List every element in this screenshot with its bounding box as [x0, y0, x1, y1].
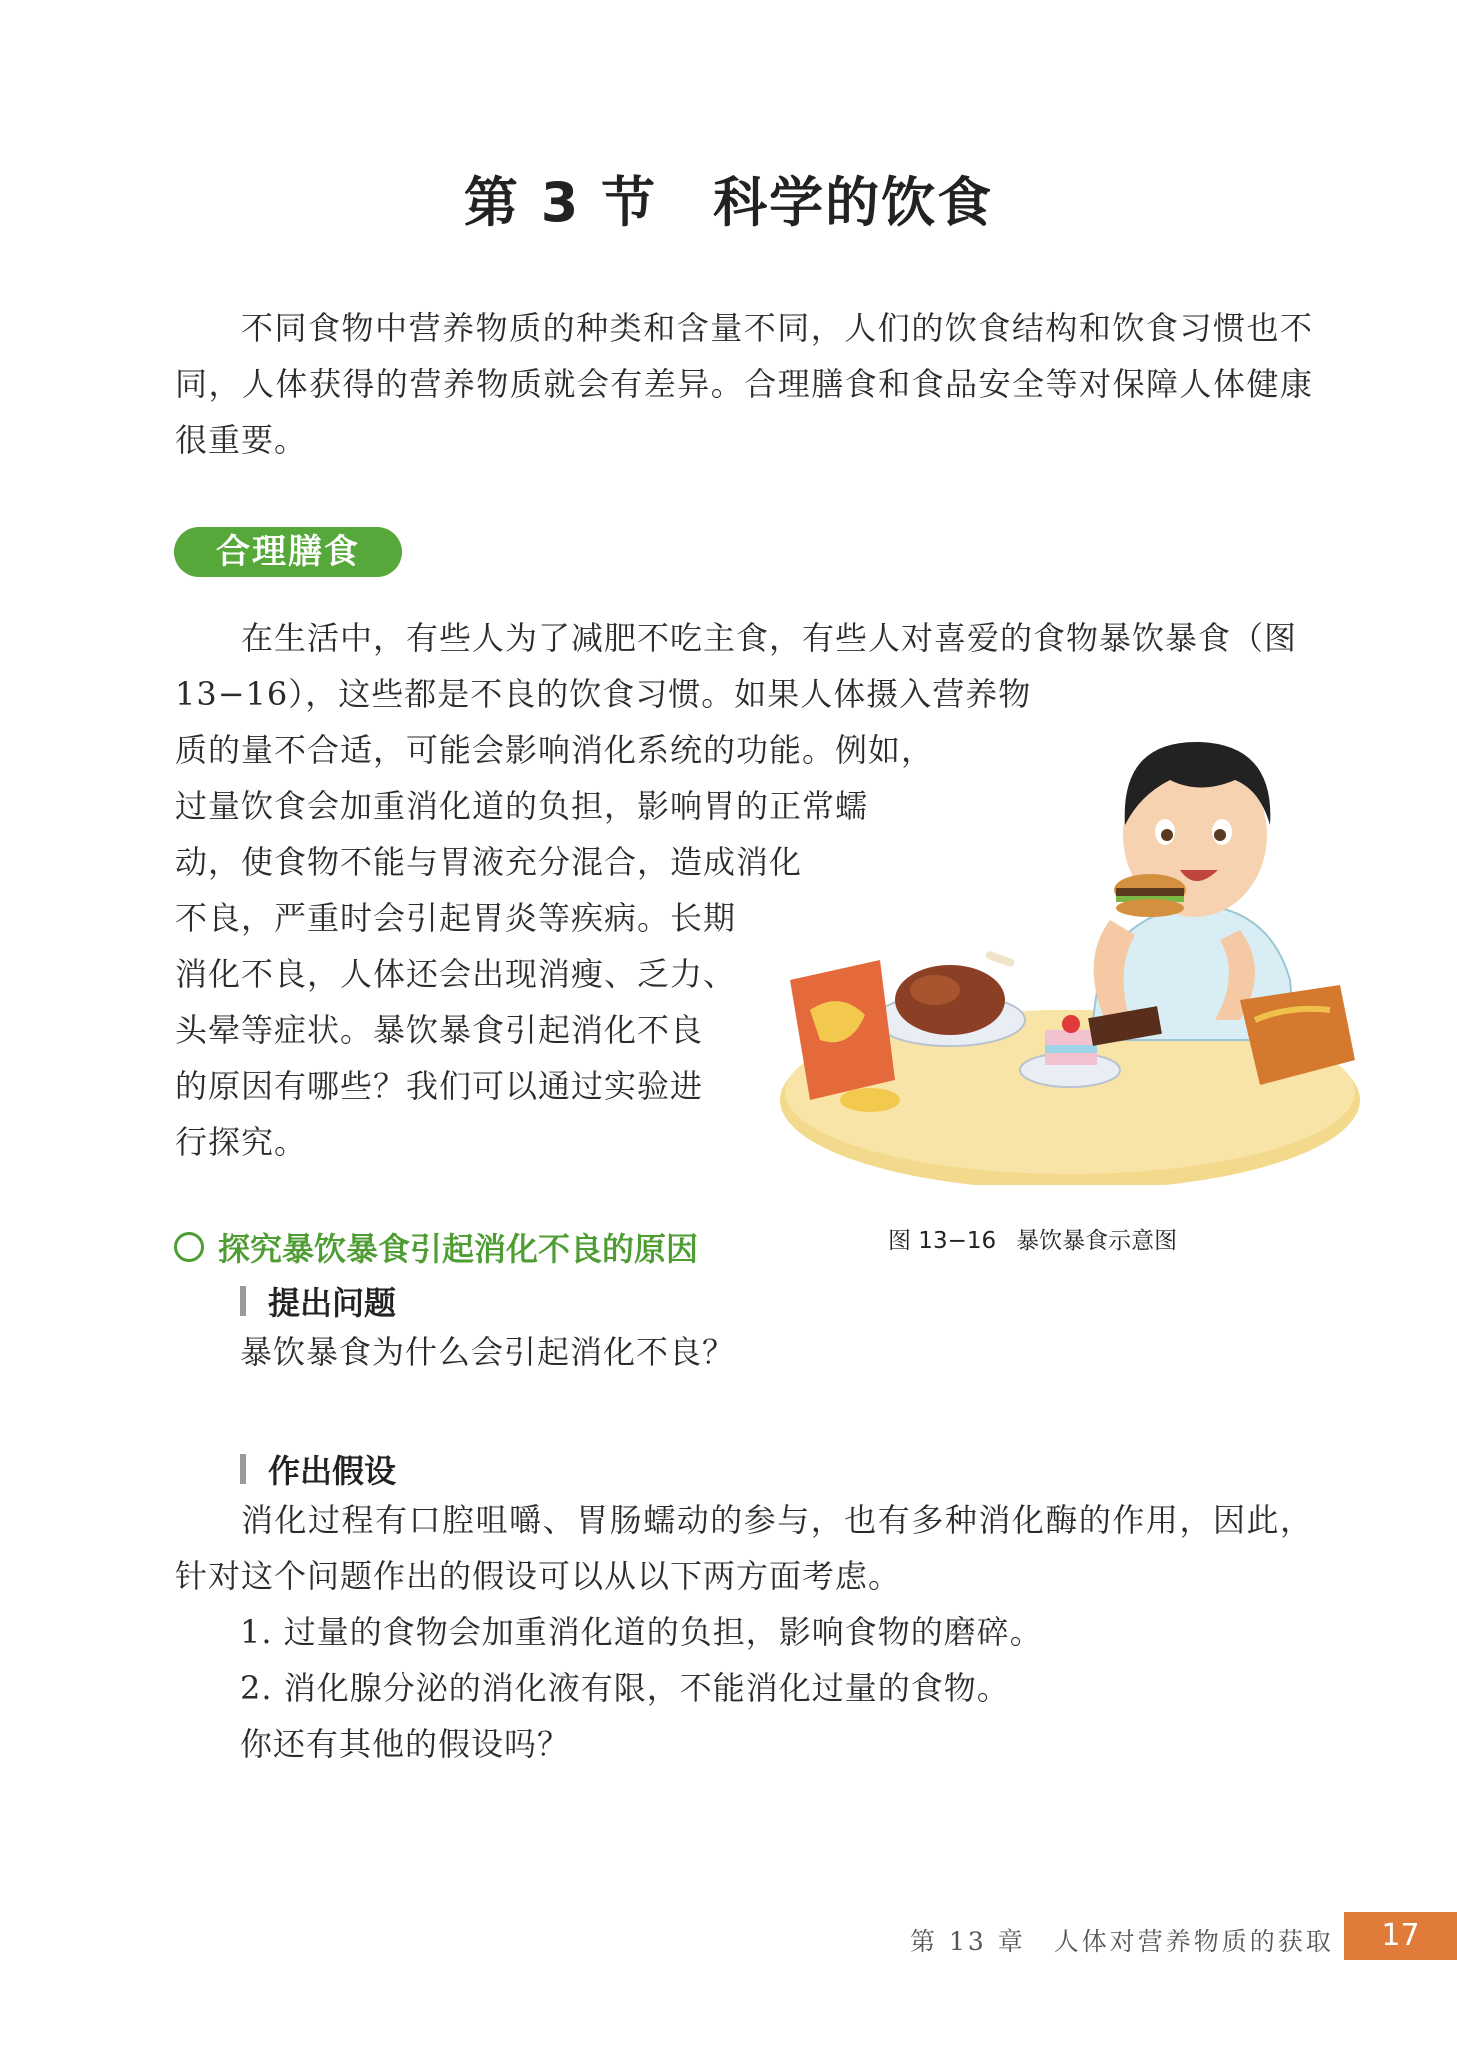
body-line: 过量饮食会加重消化道的负担，影响胃的正常蠕	[175, 787, 869, 825]
figure-caption-text: 暴饮暴食示意图	[1016, 1228, 1178, 1254]
body-line: 动，使食物不能与胃液充分混合，造成消化	[175, 843, 803, 881]
overeating-illustration	[770, 720, 1360, 1185]
hypothesis-paragraph: 消化过程有口腔咀嚼、胃肠蠕动的参与，也有多种消化酶的作用，因此，针对这个问题作出的假设可以从以下两方面考虑。	[175, 1501, 1313, 1595]
body-line: 消化不良，人体还会出现消瘦、乏力、	[175, 955, 737, 993]
bar-icon	[240, 1286, 246, 1316]
body-line: 不良，严重时会引起胃炎等疾病。长期	[175, 899, 737, 937]
hypothesis-item: 1. 过量的食物会加重消化道的负担，影响食物的磨碎。	[240, 1613, 1043, 1651]
body-line: 头晕等症状。暴饮暴食引起消化不良	[175, 1011, 704, 1049]
section-number: 第 3 节	[463, 171, 658, 234]
body-line: 的原因有哪些？我们可以通过实验进	[175, 1067, 704, 1105]
section-title: 科学的饮食	[713, 171, 994, 234]
question-heading-text: 提出问题	[268, 1284, 397, 1322]
circle-icon	[174, 1232, 204, 1262]
body-line: 13−16），这些都是不良的饮食习惯。如果人体摄入营养物	[175, 675, 1032, 713]
page-title	[0, 160, 1457, 237]
hypothesis-closing: 你还有其他的假设吗？	[240, 1725, 571, 1763]
hypothesis-heading	[240, 1446, 396, 1492]
explore-title: 探究暴饮暴食引起消化不良的原因	[218, 1230, 699, 1268]
bar-icon	[240, 1454, 246, 1484]
question-heading	[240, 1278, 396, 1324]
body-line: 在生活中，有些人为了减肥不吃主食，有些人对喜爱的食物暴饮暴食（图	[241, 619, 1298, 657]
intro-paragraph: 不同食物中营养物质的种类和含量不同，人们的饮食结构和饮食习惯也不同，人体获得的营养物质就会有差异。合理膳食和食品安全等对保障人体健康很重要。	[175, 309, 1313, 459]
body-line: 行探究。	[175, 1123, 308, 1161]
question-text: 暴饮暴食为什么会引起消化不良？	[240, 1333, 736, 1371]
hypothesis-heading-text: 作出假设	[268, 1452, 397, 1490]
figure-caption	[888, 1222, 1177, 1255]
body-line: 质的量不合适，可能会影响消化系统的功能。例如，	[175, 731, 935, 769]
chapter-footer: 第 13 章 人体对营养物质的获取	[910, 1927, 1334, 1956]
page-number: 17	[1344, 1912, 1457, 1960]
hypothesis-item: 2. 消化腺分泌的消化液有限，不能消化过量的食物。	[240, 1669, 1010, 1707]
figure-label: 图 13−16	[888, 1228, 997, 1254]
explore-heading	[174, 1224, 698, 1270]
section-heading-badge: 合理膳食	[174, 527, 402, 577]
